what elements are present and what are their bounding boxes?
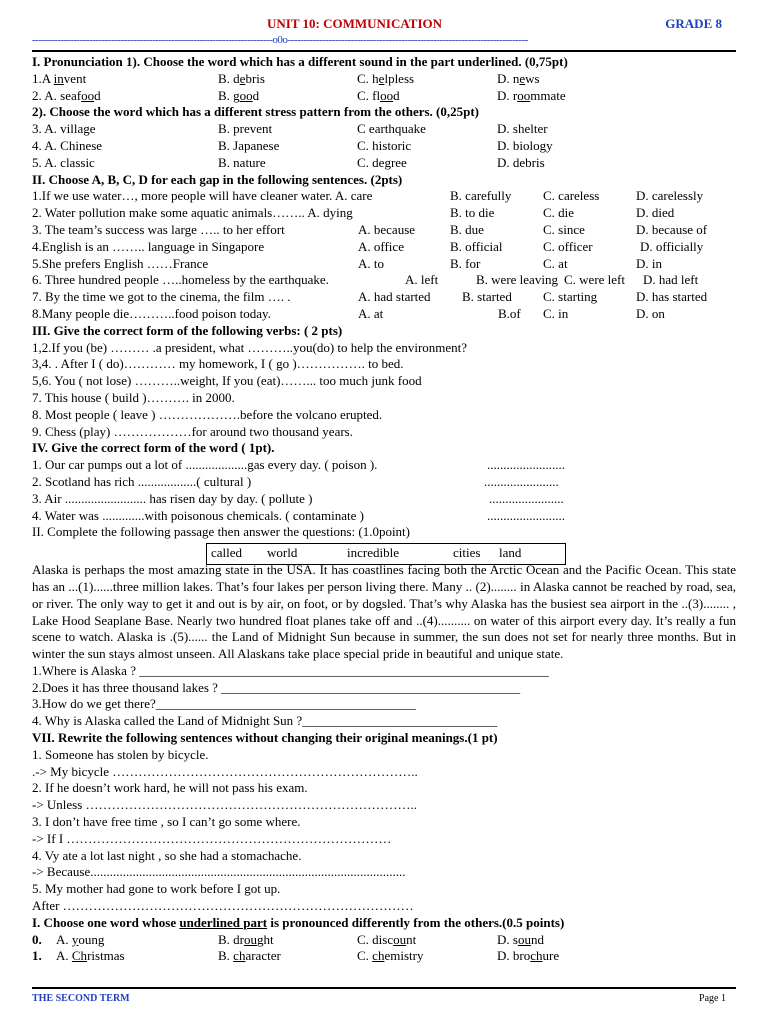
rewrite-line: 4. Vy ate a lot last night , so she had a stomachache. xyxy=(32,847,302,863)
question-row xyxy=(32,205,736,222)
option-d: D. had left xyxy=(643,272,699,288)
worksheet-content xyxy=(32,54,736,965)
rewrite-line: 3. I don’t have free time , so I can’t go some where. xyxy=(32,814,301,830)
section-passage-heading: II. Complete the following passage then answer the questions: (1.0point) xyxy=(32,524,411,540)
box-word: incredible xyxy=(347,545,399,561)
question-stem: 5.She prefers English ……France xyxy=(32,255,209,271)
option-a: A. because xyxy=(358,221,416,237)
option-c: C. helpless xyxy=(357,70,415,86)
question-row xyxy=(32,121,736,138)
option-a: A. at xyxy=(358,305,384,321)
rewrite-line: -> If I ………………………………………………………………… xyxy=(32,830,392,846)
option-c: C. die xyxy=(543,205,575,221)
option-a: 2. A. seafood xyxy=(32,87,101,103)
question-row xyxy=(32,948,736,965)
option-c: C earthquake xyxy=(357,121,426,137)
page-number: Page 1 xyxy=(699,993,726,1004)
option-b: B. to die xyxy=(450,205,495,221)
option-c: C. since xyxy=(543,221,585,237)
question-row xyxy=(32,71,736,88)
option-a: 3. A. village xyxy=(32,121,96,137)
wordform-question: 1. Our car pumps out a lot of ...................gas every day. ( poison ). xyxy=(32,457,378,473)
rewrite-line: 1. Someone has stolen by bicycle. xyxy=(32,746,209,762)
wordform-question: 3. Air ......................... has risen day by day. ( pollute ) xyxy=(32,490,313,506)
section-rewrite-heading: VII. Rewrite the following sentences without changing their original meanings.(1 pt) xyxy=(32,730,498,746)
word-box xyxy=(32,541,736,563)
option-b: B. nature xyxy=(218,154,266,170)
section-stress-heading: 2). Choose the word which has a different stress pattern from the others. (0,25pt) xyxy=(32,104,480,120)
option-c: C. historic xyxy=(357,137,412,153)
option-a: 4. A. Chinese xyxy=(32,137,103,153)
box-word: world xyxy=(267,545,298,561)
wordform-question: 4. Water was .............with poisonous chemicals. ( contaminate ) xyxy=(32,507,364,523)
option-d: D. debris xyxy=(497,154,545,170)
unit-title: UNIT 10: COMMUNICATION xyxy=(267,16,443,31)
wordform-row xyxy=(32,474,736,491)
answer-blank: ........................ xyxy=(487,457,565,473)
option-b: B. were leaving xyxy=(476,272,558,288)
question-stem: 2. Water pollution make some aquatic animals…….. A. dying xyxy=(32,205,353,221)
option-c: C. at xyxy=(543,255,568,271)
question-number: 0. xyxy=(32,931,42,947)
rewrite-line: -> Unless ………………………………………………………………….. xyxy=(32,797,418,813)
option-a: A. young xyxy=(56,931,105,947)
option-a: A. Christmas xyxy=(56,948,125,964)
verb-line: 9. Chess (play) ………………for around two thousand years. xyxy=(32,423,353,439)
verb-line: 7. This house ( build )………. in 2000. xyxy=(32,389,235,405)
option-d: D. has started xyxy=(636,289,708,305)
answer-blank: ....................... xyxy=(489,490,564,506)
wordform-row xyxy=(32,491,736,508)
option-b: B. drought xyxy=(218,931,274,947)
option-c: C. degree xyxy=(357,154,407,170)
option-a: A. to xyxy=(358,255,384,271)
option-c: C. chemistry xyxy=(357,948,424,964)
question-stem: 3. The team’s success was large ….. to her effort xyxy=(32,221,285,237)
option-a: 1.A invent xyxy=(32,70,87,86)
section-verbs-heading: III. Give the correct form of the following verbs: ( 2 pts) xyxy=(32,322,343,338)
option-c: C. flood xyxy=(357,87,400,103)
section-final-pronunciation-heading: I. Choose one word whose underlined part is pronounced differently from the others.(0.5 points) xyxy=(32,914,565,930)
option-b: B.of xyxy=(498,305,521,321)
grade-label: GRADE 8 xyxy=(665,16,722,31)
option-d: D. roommate xyxy=(497,87,566,103)
question-row xyxy=(32,155,736,172)
option-b: B. official xyxy=(450,238,503,254)
question-number: 1. xyxy=(32,948,42,964)
box-word: cities xyxy=(453,545,481,561)
question-stem: 6. Three hundred people …..homeless by the earthquake. xyxy=(32,272,329,288)
option-a: 5. A. classic xyxy=(32,154,95,170)
comprehension-question: 2.Does it has three thousand lakes ? ______________________________________________ xyxy=(32,679,521,695)
answer-blank: ........................ xyxy=(487,507,565,523)
word-box-frame xyxy=(206,543,566,565)
question-row xyxy=(32,239,736,256)
section-wordform-heading: IV. Give the correct form of the word ( 1pt). xyxy=(32,440,275,456)
verb-line: 3,4. . After I ( do)………… my homework, I ( go )……………. to bed. xyxy=(32,356,404,372)
option-c: C. officer xyxy=(543,238,593,254)
verb-line: 5,6. You ( not lose) ………..weight, If you (eat)……... too much junk food xyxy=(32,373,422,389)
rewrite-line: -> Because................................................................................................. xyxy=(32,864,406,880)
box-word: land xyxy=(499,545,522,561)
footer-rule xyxy=(32,987,736,989)
option-a: A. office xyxy=(358,238,404,254)
option-b: B. debris xyxy=(218,70,265,86)
option-d: D. died xyxy=(636,205,675,221)
option-b: B. prevent xyxy=(218,121,273,137)
rewrite-line: .-> My bicycle …………………………………………………………….. xyxy=(32,763,418,779)
verb-line: 1,2.If you (be) ……… .a president, what ………..you(do) to help the environment? xyxy=(32,339,468,355)
option-a: A. left xyxy=(405,272,439,288)
comprehension-question: 3.How do we get there?________________________________________ xyxy=(32,696,416,712)
wordform-row xyxy=(32,457,736,474)
option-c: C. starting xyxy=(543,289,598,305)
option-a: A. had started xyxy=(358,289,431,305)
question-stem: 4.English is an …….. language in Singapore xyxy=(32,238,265,254)
option-c: C. in xyxy=(543,305,569,321)
question-stem: 1.If we use water…, more people will have cleaner water. A. care xyxy=(32,188,373,204)
question-stem: 8.Many people die………..food poison today. xyxy=(32,305,271,321)
option-d: D. in xyxy=(636,255,662,271)
wordform-question: 2. Scotland has rich ..................( cultural ) xyxy=(32,473,252,489)
box-word: called xyxy=(211,545,243,561)
section-pronunciation-heading: I. Pronunciation 1). Choose the word which has a different sound in the part underlined. (0,75pt) xyxy=(32,54,568,69)
question-row xyxy=(32,289,736,306)
option-c: C. were left xyxy=(564,272,626,288)
question-row xyxy=(32,306,736,323)
comprehension-question: 4. Why is Alaska called the Land of Midnight Sun ?______________________________ xyxy=(32,713,498,729)
option-b: B. started xyxy=(462,289,512,305)
question-row xyxy=(32,256,736,273)
question-row xyxy=(32,188,736,205)
option-d: D. news xyxy=(497,70,540,86)
option-b: B. due xyxy=(450,221,484,237)
section-choose-heading: II. Choose A, B, C, D for each gap in the following sentences. (2pts) xyxy=(32,171,403,187)
option-d: D. carelessly xyxy=(636,188,704,204)
answer-blank: ....................... xyxy=(484,473,559,489)
term-label: THE SECOND TERM xyxy=(32,993,130,1004)
wordform-row xyxy=(32,508,736,525)
header-rule xyxy=(32,50,736,52)
option-d: D. biology xyxy=(497,137,553,153)
question-row xyxy=(32,222,736,239)
option-d: D. because of xyxy=(636,221,708,237)
option-d: D. shelter xyxy=(497,121,548,137)
question-row xyxy=(32,138,736,155)
rewrite-line: 2. If he doesn’t work hard, he will not pass his exam. xyxy=(32,780,308,796)
question-row xyxy=(32,88,736,105)
option-b: B. character xyxy=(218,948,281,964)
question-row xyxy=(32,932,736,949)
header-divider: ----------------------------------------------------------------------------o0o---------------------------------------------------------------------------- xyxy=(32,34,528,46)
rewrite-line: After ……………………………………………………………………… xyxy=(32,898,414,914)
option-c: C. discount xyxy=(357,931,417,947)
verb-line: 8. Most people ( leave ) ……………….before the volcano erupted. xyxy=(32,406,383,422)
reading-passage: Alaska is perhaps the most amazing state in the USA. It has coastlines facing both the Arctic Ocean and the Pacific Ocean. This state has an ...(1)......three million lakes. That’s four lakes per person living there. Many .. (2)........ in Alaska cannot be reached by road, sea, or river. The only way to get it and out is by air, on foot, or by dogsled. That’s why Alaska has the busiest sea airport in the ..(3)........ , Lake Hood Seaplane Base. Nearly two hundred float planes take off and ..(4).......... on water of this airport every day. It’s really a fun scene to watch. Alaska is .(5)...... the Land of Midnight Sun because in summer, the sun does not set for nearly three months. But in winter the sun stays almost unseen. All Alaskans take place special pride in beautiful and unique state. xyxy=(32,562,736,662)
question-stem: 7. By the time we got to the cinema, the film …. . xyxy=(32,289,291,305)
question-row xyxy=(32,272,736,289)
option-d: D. brochure xyxy=(497,948,560,964)
option-d: D. on xyxy=(636,305,665,321)
rewrite-line: 5. My mother had gone to work before I got up. xyxy=(32,881,281,897)
option-b: B. carefully xyxy=(450,188,512,204)
option-d: D. sound xyxy=(497,931,544,947)
option-c: C. careless xyxy=(543,188,600,204)
option-d: D. officially xyxy=(640,238,704,254)
comprehension-question: 1.Where is Alaska ? _______________________________________________________________ xyxy=(32,662,549,678)
option-b: B. for xyxy=(450,255,481,271)
option-b: B. good xyxy=(218,87,260,103)
option-b: B. Japanese xyxy=(218,137,280,153)
